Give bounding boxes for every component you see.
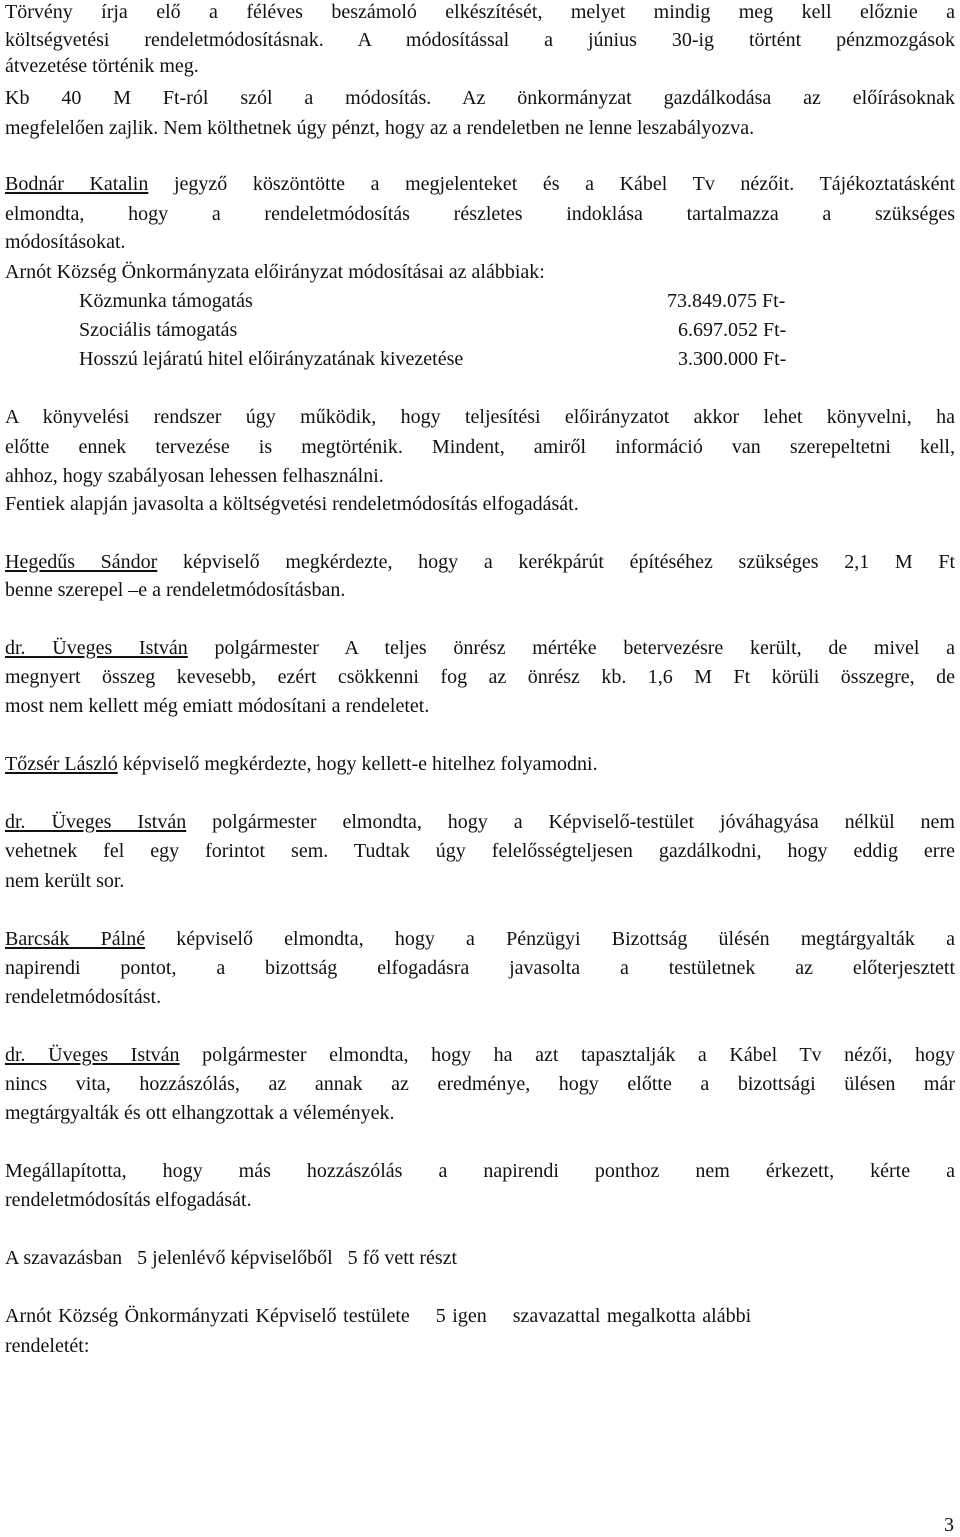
text-line	[5, 548, 955, 576]
text-line: ahhoz, hogy szabályosan lehessen felhasználni.	[5, 465, 384, 487]
text-line	[5, 170, 955, 198]
text-line: Törvény írja elő a féléves beszámoló elkészítését, melyet mindig meg kell előznie a	[5, 1, 955, 23]
text-line: előtte ennek tervezése is megtörténik. Mindent, amiről információ van szerepeltetni kell,	[5, 436, 955, 458]
text-line: Megállapította, hogy más hozzászólás a napirendi ponthoz nem érkezett, kérte a	[5, 1160, 955, 1182]
budget-amount: 3.300.000 Ft-	[678, 348, 787, 370]
text-line: Arnót Község Önkormányzata előirányzat módosításai az alábbiak:	[5, 261, 545, 283]
text-line: A szavazásban 5 jelenlévő képviselőből 5 fő vett részt	[5, 1247, 458, 1269]
text-line: A könyvelési rendszer úgy működik, hogy teljesítési előirányzatot akkor lehet könyvelni, ha	[5, 406, 955, 428]
text-line	[5, 634, 955, 662]
budget-amount: 6.697.052 Ft-	[678, 319, 787, 341]
text-line: rendeletmódosítás elfogadását.	[5, 1189, 252, 1211]
speaker-prefix: dr.	[5, 811, 52, 833]
text-line: Kb 40 M Ft-ról szól a módosítás. Az önkormányzat gazdálkodása az előírásoknak	[5, 87, 955, 109]
budget-amount: 73.849.075 Ft-	[667, 290, 786, 312]
text-span: polgármester elmondta, hogy ha azt tapasztalják a Kábel Tv nézői, hogy	[179, 1044, 955, 1066]
text-line: megnyert összeg kevesebb, ezért csökkenni fog az önrész kb. 1,6 M Ft körüli összegre, de	[5, 666, 955, 688]
speaker-prefix: dr.	[5, 1044, 49, 1066]
text-line: napirendi pontot, a bizottság elfogadásra javasolta a testületnek az előterjesztett	[5, 957, 955, 979]
text-span: polgármester elmondta, hogy a Képviselő-testület jóváhagyása nélkül nem	[186, 811, 955, 833]
text-span: képviselő megkérdezte, hogy a kerékpárút építéséhez szükséges 2,1 M Ft	[157, 551, 956, 573]
text-line: most nem kellett még emiatt módosítani a rendeletet.	[5, 695, 430, 717]
budget-row	[79, 345, 839, 373]
speaker-name: Üveges István	[48, 1044, 180, 1066]
text-span: jegyző köszöntötte a megjelenteket és a Kábel Tv nézőit. Tájékoztatásként	[148, 173, 955, 195]
budget-label: Hosszú lejáratú hitel előirányzatának kivezetése	[79, 348, 464, 370]
text-line: átvezetése történik meg.	[5, 55, 199, 77]
text-line: rendeletmódosítást.	[5, 986, 162, 1008]
text-line: Fentiek alapján javasolta a költségvetési rendeletmódosítás elfogadását.	[5, 493, 579, 515]
speaker-name: Tőzsér László	[5, 753, 118, 775]
speaker-name: Hegedűs Sándor	[5, 551, 158, 573]
text-line: megfelelően zajlik. Nem költhetnek úgy pénzt, hogy az a rendeletben ne lenne leszabályozva.	[5, 117, 755, 139]
text-line: költségvetési rendeletmódosításnak. A módosítással a június 30-ig történt pénzmozgások	[5, 29, 955, 51]
text-line: vehetnek fel egy forintot sem. Tudtak úgy felelősségteljesen gazdálkodni, hogy eddig erre	[5, 840, 955, 862]
text-line	[5, 750, 955, 778]
text-line	[5, 808, 955, 836]
text-span: képviselő elmondta, hogy a Pénzügyi Bizottság ülésén megtárgyalták a	[145, 928, 955, 950]
text-line: megtárgyalták és ott elhangzottak a vélemények.	[5, 1102, 395, 1124]
text-line: benne szerepel –e a rendeletmódosításban.	[5, 579, 346, 601]
text-line	[5, 1041, 955, 1069]
budget-label: Közmunka támogatás	[79, 290, 253, 312]
text-line: nem került sor.	[5, 870, 125, 892]
speaker-name: Üveges István	[51, 811, 187, 833]
text-line: rendeletét:	[5, 1335, 90, 1357]
speaker-name: Barcsák Pálné	[5, 928, 146, 950]
budget-row	[79, 287, 839, 315]
budget-label: Szociális támogatás	[79, 319, 238, 341]
text-line: Arnót Község Önkormányzati Képviselő testülete 5 igen szavazattal megalkotta alábbi	[5, 1305, 752, 1327]
text-line: elmondta, hogy a rendeletmódosítás részletes indoklása tartalmazza a szükséges	[5, 203, 955, 225]
speaker-name: Üveges István	[52, 637, 188, 659]
page-number: 3	[944, 1514, 954, 1536]
text-line: módosításokat.	[5, 231, 126, 253]
speaker-prefix: dr.	[5, 637, 53, 659]
speaker-name: Bodnár Katalin	[5, 173, 149, 195]
text-line: nincs vita, hozzászólás, az annak az eredménye, hogy előtte a bizottsági ülésen már	[5, 1073, 955, 1095]
text-line	[5, 925, 955, 953]
text-span: polgármester A teljes önrész mértéke betervezésre került, de mivel a	[187, 637, 955, 659]
text-span: képviselő megkérdezte, hogy kellett-e hitelhez folyamodni.	[117, 753, 598, 775]
budget-row	[79, 316, 839, 344]
